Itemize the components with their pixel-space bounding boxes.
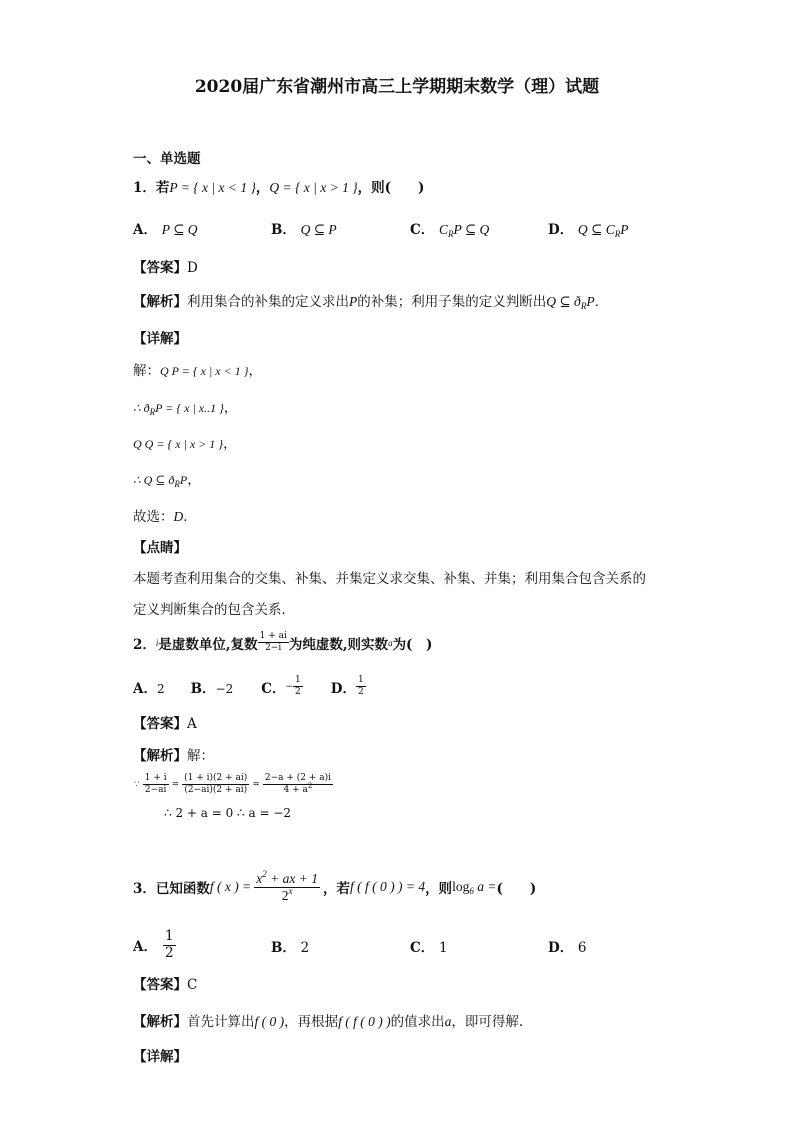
q2-option-c: C． − $\frac{1}{2}$: [261, 675, 301, 697]
q3-option-b: B． 2: [271, 940, 310, 956]
q2-work-result: ∴ 2 + a = 0 ∴ a = −2: [164, 806, 292, 820]
q2-fraction: $\frac{1 + ai}{2-i}$: [259, 631, 287, 653]
q1-detail-line-2: ∴ $ð_RP$ = { x | x..1 }，: [133, 400, 238, 417]
q3-answer: 【答案】C: [133, 977, 198, 993]
question-2: 2． i 是虚数单位,复数 $\frac{1 + ai}{2-i}$ 为纯虚数,则实数 a 为( ): [133, 631, 433, 653]
q3-option-c: C． 1: [410, 940, 448, 956]
q3-function-fraction: $\frac{x^2 + ax + 1}{2^x}$: [256, 869, 318, 903]
section-heading: 一、单选题: [133, 151, 201, 167]
q3-analysis: 【解析】首先计算出f ( 0 )，再根据f ( f ( 0 ) )的值求出a，即可得解.: [133, 1014, 524, 1030]
q1-comment-line-1: 本题考查利用集合的交集、补集、并集定义求交集、补集、并集；利用集合包含关系的: [133, 571, 646, 587]
q3-detail-heading: 【详解】: [133, 1049, 187, 1065]
question-1: 1．若P = { x | x < 1 }，Q = { x | x > 1 }，则( ): [133, 180, 425, 196]
q2-work-equation: ∵ $\frac{1 + i}{2-ai}$ = $\frac{(1 + i)(2 + ai)}{(2-ai)(2 + ai)}$ = $\frac{2-a + (2 + a)i}{4 + a^2}$: [134, 773, 332, 795]
q1-analysis: 【解析】利用集合的补集的定义求出P的补集；利用子集的定义判断出Q ⊆ $ð_RP$．: [133, 294, 609, 311]
q1-detail-line-1: 解：Q P = { x | x < 1 }，: [133, 363, 263, 379]
q1-detail-line-3: Q Q = { x | x > 1 }，: [133, 436, 237, 452]
q1-detail-line-4: ∴ Q ⊆ $ð_RP$，: [133, 472, 201, 489]
q1-detail-heading: 【详解】: [133, 331, 187, 347]
q2-option-a: A．2: [133, 680, 165, 697]
q1-option-a: A． P ⊆ Q: [133, 222, 198, 238]
q2-options: [133, 676, 366, 697]
q3-option-a: A． $\frac{1}{2}$: [133, 928, 174, 961]
q3-option-d: D． 6: [548, 940, 587, 956]
q2-answer: 【答案】A: [133, 716, 197, 732]
page-title: 2020届广东省潮州市高三上学期期末数学（理）试题: [194, 77, 600, 97]
q2-analysis: 【解析】解：: [133, 748, 214, 764]
q2-option-d: D． $\frac{1}{2}$: [330, 675, 364, 697]
q1-option-c: C． $C_RP$ ⊆ Q: [410, 222, 490, 239]
q1-option-d: D． Q ⊆ $C_RP$: [548, 222, 629, 239]
question-3: 3．已知函数 f ( x ) = $\frac{x^2 + ax + 1}{2^x}$ ，若 f ( f ( 0 ) ) = 4 ，则 $\log_6 a$ = ( ): [133, 869, 537, 903]
q1-detail-line-5: 故选：D．: [133, 509, 197, 525]
q1-answer: 【答案】D: [133, 260, 198, 276]
q1-comment-line-2: 定义判断集合的包含关系．: [133, 602, 295, 618]
q1-option-b: B． Q ⊆ P: [271, 222, 337, 238]
q1-comment-heading: 【点睛】: [133, 540, 187, 556]
q2-option-b: B．−2: [190, 680, 234, 697]
